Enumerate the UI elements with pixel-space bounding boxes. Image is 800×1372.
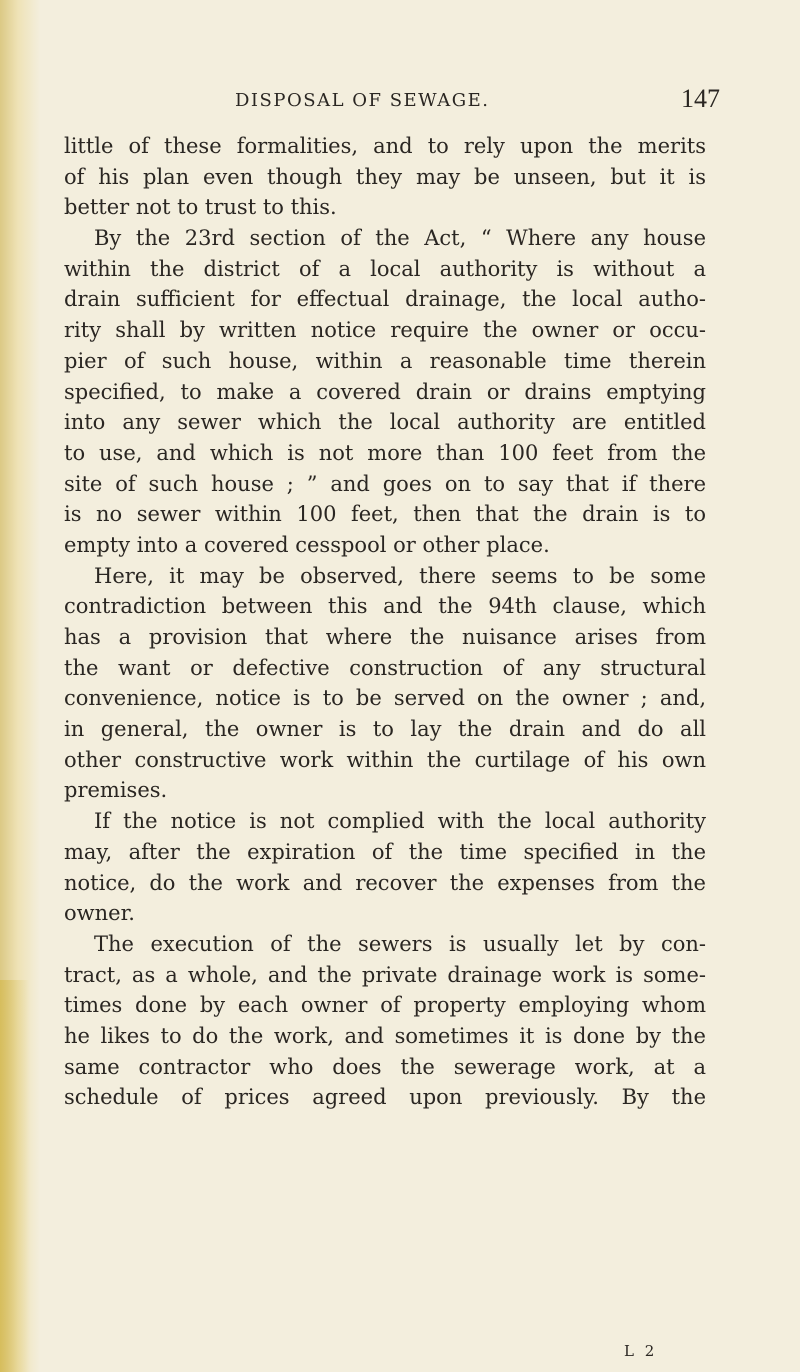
text-line: may, after the expiration of the time specified in the (64, 839, 706, 864)
text-line: to use, and which is not more than 100 feet from the (64, 440, 706, 465)
text-line: By the 23rd section of the Act, “ Where any house (94, 226, 706, 251)
signature-mark: L 2 (624, 1342, 658, 1360)
page-number: 147 (681, 84, 720, 113)
text-line: Here, it may be observed, there seems to be some (94, 563, 706, 588)
text-line: rity shall by written notice require the owner or occu- (64, 318, 706, 343)
text-line: site of such house ; ” and goes on to say that if there (64, 471, 706, 496)
text-line: owner. (64, 901, 135, 926)
text-line: tract, as a whole, and the private drainage work is some- (64, 962, 706, 987)
text-line: notice, do the work and recover the expenses from the (64, 870, 706, 895)
text-line: he likes to do the work, and sometimes it is done by the (64, 1023, 706, 1048)
body-text (64, 131, 706, 1113)
text-line: pier of such house, within a reasonable time therein (64, 348, 706, 373)
running-head-title: DISPOSAL OF SEWAGE. (235, 90, 490, 111)
text-line: within the district of a local authority is without a (64, 256, 706, 281)
text-line: schedule of prices agreed upon previously. By the (64, 1085, 706, 1110)
text-line: in general, the owner is to lay the drain and do all (64, 717, 706, 742)
text-line: into any sewer which the local authority are entitled (64, 410, 706, 435)
text-line: premises. (64, 778, 168, 803)
text-line: contradiction between this and the 94th clause, which (64, 594, 706, 619)
text-line: other constructive work within the curtilage of his own (64, 747, 706, 772)
text-line: times done by each owner of property employing whom (64, 993, 706, 1018)
text-line: drain sufficient for effectual drainage, the local autho- (64, 287, 706, 312)
text-line: the want or defective construction of any structural (64, 655, 706, 680)
page-edge-stain (0, 980, 30, 1372)
text-line: is no sewer within 100 feet, then that the drain is to (64, 502, 706, 527)
text-line: has a provision that where the nuisance arises from (64, 625, 706, 649)
text-line: If the notice is not complied with the local authority (94, 809, 706, 834)
text-line: of his plan even though they may be unseen, but it is (64, 164, 706, 189)
running-head (60, 84, 720, 114)
text-line: little of these formalities, and to rely upon the merits (64, 134, 706, 158)
text-line: The execution of the sewers is usually let by con- (94, 931, 706, 956)
text-line: convenience, notice is to be served on the owner ; and, (64, 686, 706, 711)
text-line: empty into a covered cesspool or other place. (64, 532, 550, 557)
text-line: same contractor who does the sewerage work, at a (64, 1054, 706, 1079)
text-line: specified, to make a covered drain or drains emptying (64, 379, 706, 404)
text-line: better not to trust to this. (64, 195, 337, 220)
